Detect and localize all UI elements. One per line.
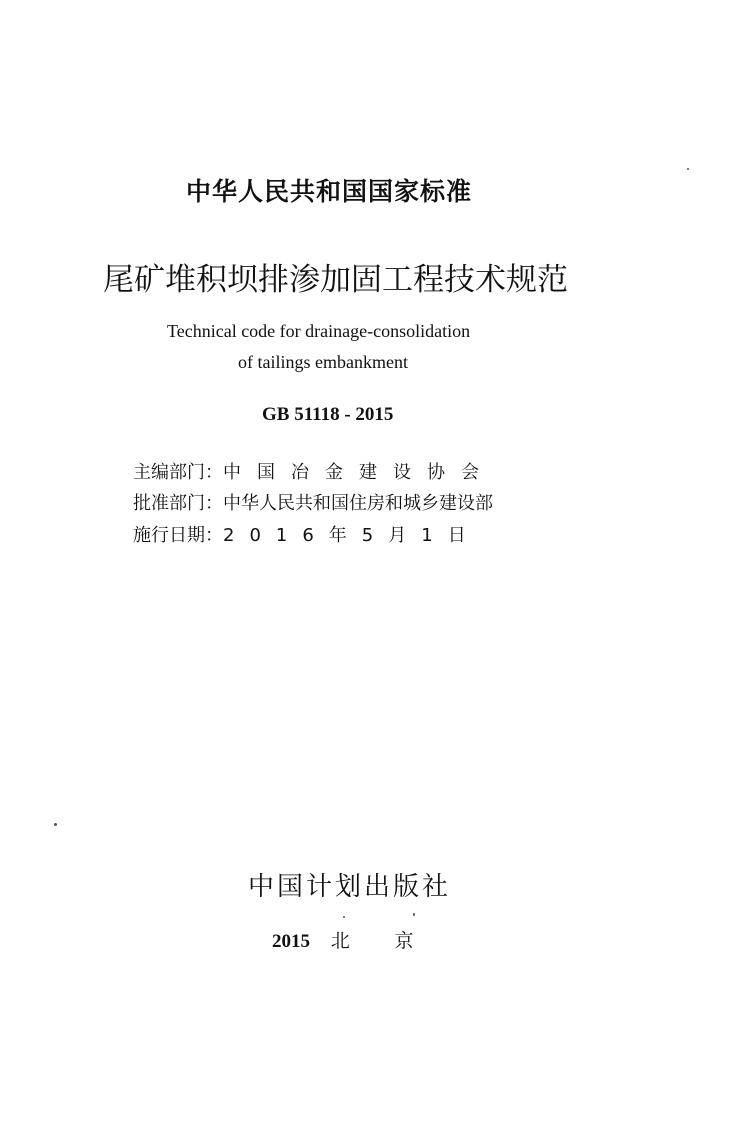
- document-title-en-line2: of tailings embankment: [238, 352, 408, 372]
- publication-city-char-1: 北: [330, 930, 350, 952]
- document-title-cn: 尾矿堆积坝排渗加固工程技术规范: [103, 262, 568, 298]
- date-row: [133, 521, 481, 547]
- scan-speck: [413, 913, 415, 916]
- editor-label: 主编部门：: [133, 462, 223, 483]
- publisher-name: 中国计划出版社: [248, 872, 452, 902]
- approver-value: 中华人民共和国住房和城乡建设部: [223, 493, 493, 514]
- scan-speck: [343, 916, 345, 918]
- publication-city-char-2: 京: [394, 930, 414, 952]
- publication-year: 2015: [272, 931, 310, 952]
- scan-speck: [54, 823, 57, 826]
- approver-label: 批准部门：: [133, 493, 223, 514]
- approver-row: [133, 489, 493, 515]
- scan-speck: [687, 168, 689, 170]
- publication-line: [272, 926, 414, 953]
- date-label: 施行日期：: [133, 525, 223, 546]
- date-value: 2016年5月1日: [223, 525, 481, 546]
- editor-value: 中国冶金建设协会: [223, 462, 495, 483]
- editor-row: [133, 458, 495, 484]
- standard-code: GB 51118 - 2015: [262, 404, 394, 425]
- standard-type: 中华人民共和国国家标准: [186, 177, 473, 206]
- document-title-en-line1: Technical code for drainage-consolidation: [167, 321, 471, 341]
